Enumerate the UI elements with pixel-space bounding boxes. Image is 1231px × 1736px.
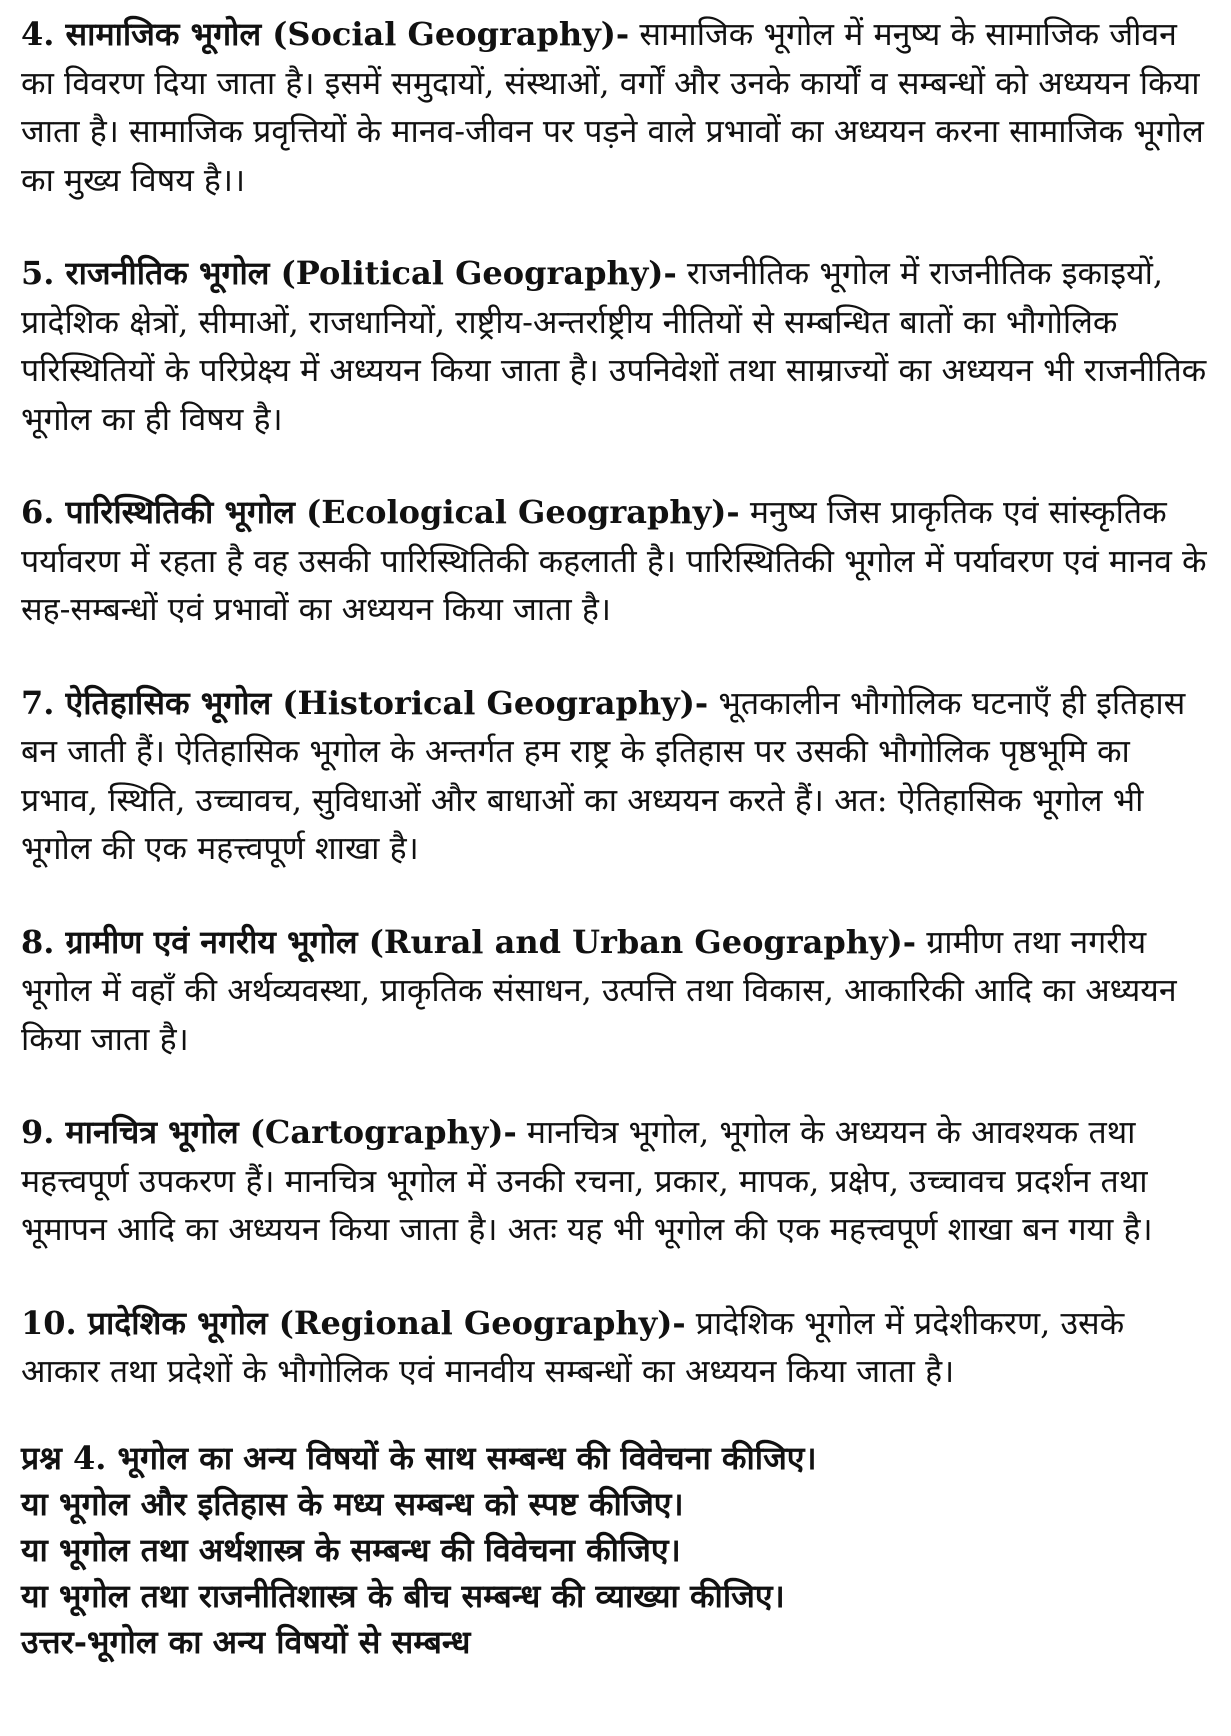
section-heading: 7. ऐतिहासिक भूगोल (Historical Geography)-: [21, 683, 709, 722]
section-heading: 9. मानचित्र भूगोल (Cartography)-: [21, 1113, 517, 1151]
question-alt-line: या भूगोल और इतिहास के मध्य सम्बन्ध को स्पष्ट कीजिए।: [21, 1484, 684, 1523]
section-heading: 4. सामाजिक भूगोल (Social Geography)-: [21, 15, 630, 53]
question-alt-line: या भूगोल तथा अर्थशास्त्र के सम्बन्ध की विवेचना कीजिए।: [21, 1530, 681, 1569]
section-body: मनुष्य जिस प्राकृतिक एवं सांस्कृतिक पर्यावरण में रहता है वह उसकी पारिस्थितिकी कहलाती है। पारिस्थितिकी भूगोल में पर्यावरण एवं मानव के सह-सम्बन्धों एवं प्रभावों का अध्ययन किया जाता है।: [21, 493, 1207, 628]
section-social-geography: [21, 10, 1213, 204]
section-rural-urban-geography: [21, 918, 1213, 1064]
section-body: ग्रामीण तथा नगरीय भूगोल में वहाँ की अर्थव्यवस्था, प्राकृतिक संसाधन, उत्पत्ति तथा विकास, आकारिकी आदि का अध्ययन किया जाता है।: [21, 922, 1177, 1058]
section-heading: 6. पारिस्थितिकी भूगोल (Ecological Geography)-: [21, 493, 740, 531]
section-heading: 10. प्रादेशिक भूगोल (Regional Geography)-: [21, 1303, 686, 1342]
section-heading: 5. राजनीतिक भूगोल (Political Geography)-: [21, 254, 677, 292]
section-historical-geography: [21, 679, 1213, 873]
section-heading: 8. ग्रामीण एवं नगरीय भूगोल (Rural and Urban Geography)-: [21, 922, 917, 961]
section-body: मानचित्र भूगोल, भूगोल के अध्ययन के आवश्यक तथा महत्त्वपूर्ण उपकरण हैं। मानचित्र भूगोल में उनकी रचना, प्रकार, मापक, प्रक्षेप, उच्चावच प्रदर्शन तथा भूमापन आदि का अध्ययन किया जाता है। अतः यह भी भूगोल की एक महत्त्वपूर्ण शाखा बन गया है।: [21, 1113, 1153, 1248]
section-ecological-geography: [21, 488, 1213, 634]
answer-heading: उत्तर-भूगोल का अन्य विषयों से सम्बन्ध: [21, 1622, 471, 1661]
section-body: राजनीतिक भूगोल में राजनीतिक इकाइयों, प्रादेशिक क्षेत्रों, सीमाओं, राजधानियों, राष्ट्रीय-अन्तर्राष्ट्रीय नीतियों से सम्बन्धित बातों का भौगोलिक परिस्थितियों के परिप्रेक्ष्य में अध्ययन किया जाता है। उपनिवेशों तथा साम्राज्यों का अध्ययन भी राजनीतिक भूगोल का ही विषय है।: [21, 254, 1207, 438]
question-alt-line: या भूगोल तथा राजनीतिशास्त्र के बीच सम्बन्ध की व्याख्या कीजिए।: [21, 1576, 785, 1615]
section-body: सामाजिक भूगोल में मनुष्य के सामाजिक जीवन का विवरण दिया जाता है। इसमें समुदायों, संस्थाओं, वर्गों और उनके कार्यों व सम्बन्धों को अध्ययन किया जाता है। सामाजिक प्रवृत्तियों के मानव-जीवन पर पड़ने वाले प्रभावों का अध्ययन करना सामाजिक भूगोल का मुख्य विषय है।।: [21, 15, 1204, 199]
section-body: प्रादेशिक भूगोल में प्रदेशीकरण, उसके आकार तथा प्रदेशों के भौगोलिक एवं मानवीय सम्बन्धों का अध्ययन किया जाता है।: [21, 1303, 1125, 1390]
section-cartography: [21, 1108, 1213, 1254]
section-political-geography: [21, 249, 1213, 443]
section-body: भूतकालीन भौगोलिक घटनाएँ ही इतिहास बन जाती हैं। ऐतिहासिक भूगोल के अन्तर्गत हम राष्ट्र के इतिहास पर उसकी भौगोलिक पृष्ठभूमि का प्रभाव, स्थिति, उच्चावच, सुविधाओं और बाधाओं का अध्ययन करते हैं। अत: ऐतिहासिक भूगोल भी भूगोल की एक महत्त्वपूर्ण शाखा है।: [21, 683, 1186, 867]
question-4-block: [21, 1435, 1213, 1665]
section-regional-geography: [21, 1299, 1213, 1396]
question-line: प्रश्न 4. भूगोल का अन्य विषयों के साथ सम्बन्ध की विवेचना कीजिए।: [21, 1438, 817, 1477]
